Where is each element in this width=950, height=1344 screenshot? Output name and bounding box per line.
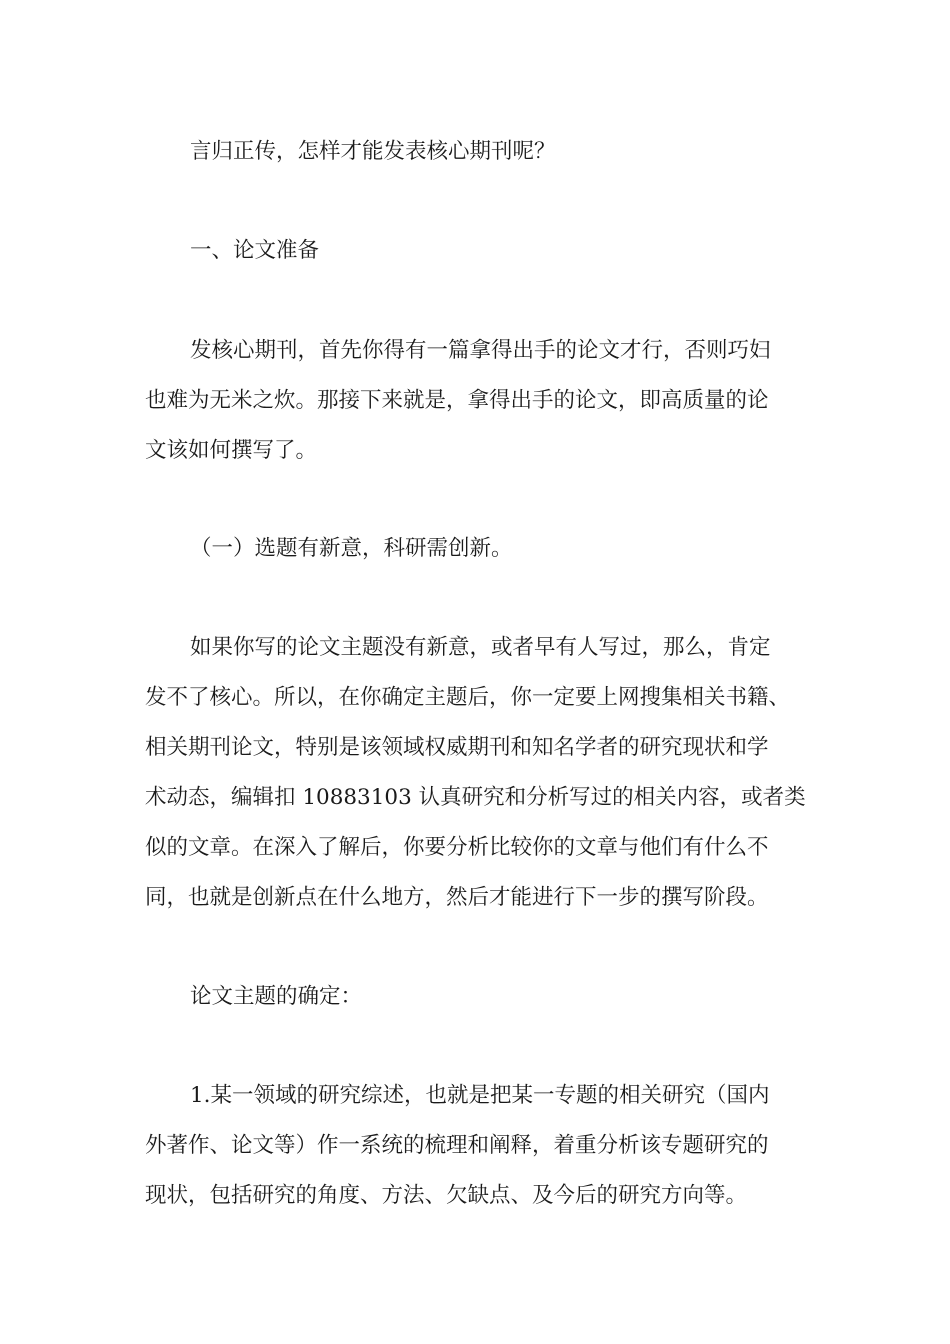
text-line: 言归正传，怎样才能发表核心期刊呢？	[190, 139, 556, 164]
text-line: 论文主题的确定：	[190, 984, 363, 1009]
text-line: 术动态，编辑扣 10883103 认真研究和分析写过的相关内容，或者类	[145, 785, 806, 810]
text-line: 现状，包括研究的角度、方法、欠缺点、及今后的研究方向等。	[145, 1183, 748, 1208]
text-line: 1.某一领域的研究综述，也就是把某一专题的相关研究（国内	[190, 1083, 770, 1108]
text-line: 发核心期刊，首先你得有一篇拿得出手的论文才行，否则巧妇	[190, 338, 771, 363]
text-line: （一）选题有新意，科研需创新。	[190, 536, 513, 561]
text-line: 似的文章。在深入了解后，你要分析比较你的文章与他们有什么不	[145, 835, 769, 860]
paragraph-topic-determination	[145, 972, 810, 1022]
text-line: 一、论文准备	[190, 238, 320, 263]
text-line: 如果你写的论文主题没有新意，或者早有人写过，那么，肯定	[190, 635, 771, 660]
text-line: 同，也就是创新点在什么地方，然后才能进行下一步的撰写阶段。	[145, 885, 769, 910]
text-line: 相关期刊论文，特别是该领域权威期刊和知名学者的研究现状和学	[145, 735, 769, 760]
text-line: 也难为无米之炊。那接下来就是，拿得出手的论文，即高质量的论	[145, 388, 769, 413]
text-line: 文该如何撰写了。	[145, 438, 318, 463]
text-line: 外著作、论文等）作一系统的梳理和阐释，着重分析该专题研究的	[145, 1133, 769, 1158]
paragraph-literature-review	[145, 1071, 810, 1221]
subsection-heading-topic-innovation	[145, 524, 810, 574]
text-line: 发不了核心。所以，在你确定主题后，你一定要上网搜集相关书籍、	[145, 685, 791, 710]
paragraph-intro-question	[145, 127, 810, 177]
section-heading-paper-preparation	[145, 226, 810, 276]
paragraph-research-novelty	[145, 623, 810, 923]
paragraph-core-journal	[145, 326, 810, 476]
